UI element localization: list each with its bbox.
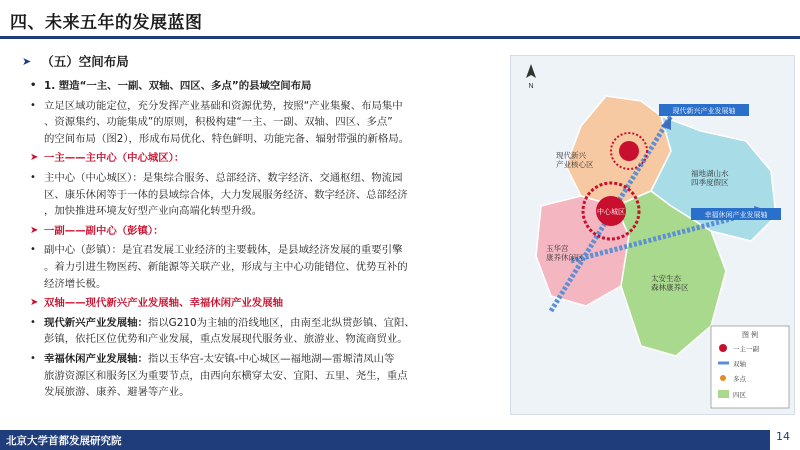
arrow-bullet-icon: ➤ — [22, 54, 32, 68]
arrow-bullet-icon: ➤ — [30, 224, 39, 236]
north-arrow-icon — [526, 64, 536, 78]
page-number: 14 — [776, 430, 790, 443]
legend-axis: 双轴 — [733, 361, 746, 368]
arrow-bullet-icon: ➤ — [30, 152, 39, 164]
bullet-dual-axis-heading: ➤ 双轴——现代新兴产业发展轴、幸福休闲产业发展轴 — [22, 295, 502, 312]
axis2-label: 幸福休闲产业发展轴 — [704, 212, 768, 219]
bullet-layout-desc-cont: 的空间布局（图2），形成布局优化、特色鲜明、功能完备、辐射带强的新格局。 — [44, 132, 410, 145]
bullet-main-center-cont: 区、康乐休闲等于一体的县域综合体，大力发展服务经济、数字经济、总部经济 — [44, 188, 408, 201]
bullet-main-center-desc: • 主中心（中心城区）：是集综合服务、总部经济、数字经济、交通枢纽、物流园 — [22, 170, 502, 187]
bullet-sub-center-cont: 经济增长极。 — [44, 277, 107, 290]
sub-center-dot — [619, 141, 639, 161]
bullet-sub-center-cont: 。着力引进生物医药、新能源等关联产业，形成与主中心功能错位、优势互补的 — [44, 260, 408, 273]
page-title: 四、未来五年的发展蓝图 — [10, 13, 203, 33]
bullet-main-center-cont: ，加快推进环境友好型产业向高端化转型升级。 — [44, 205, 263, 218]
zone-ne-label: 福地湖山水四季度假区 — [691, 169, 729, 187]
bullet-modern-axis-cont: 彭镇，依托区位优势和产业发展，重点发展现代服务业、旅游业、物流商贸业。 — [44, 333, 408, 346]
bullet-sub-center-heading: ➤ 一副——副中心（彭镇）： — [22, 223, 502, 240]
bullet-sub-center-desc: • 副中心（彭镇）：是宜君发展工业经济的主要载体，是县域经济发展的重要引擎 — [22, 242, 502, 259]
legend-points: 多点 — [733, 376, 746, 383]
spatial-layout-map — [510, 55, 795, 415]
legend-main: 一主一副 — [733, 346, 759, 353]
section-title: （五）空间布局 — [41, 54, 129, 69]
footer-bar — [0, 430, 800, 450]
bullet-icon: • — [30, 80, 37, 91]
title-underline — [0, 36, 800, 39]
bullet-icon: • — [30, 316, 36, 328]
bullet-icon: • — [30, 352, 36, 364]
north-label: N — [528, 83, 534, 90]
legend-title: 图 例 — [742, 332, 758, 339]
title-bar — [0, 0, 800, 40]
bullet-layout-desc-cont: 、资源集约、功能集成”的原则，积极构建“一主、一副、双轴、四区、多点” — [44, 116, 393, 129]
zone-se-label: 太安生态森林康养区 — [651, 274, 689, 292]
bullet-icon: • — [30, 99, 36, 111]
legend-zones: 四区 — [733, 392, 746, 399]
bullet-leisure-axis-cont: 旅游资源区和服务区为重要节点，由西向东横穿太安、宜阳、五里、尧生，重点 — [44, 369, 408, 382]
bullet-layout-title: • 1. 塑造“一主、一副、双轴、四区、多点”的县域空间布局 — [22, 78, 502, 95]
legend-point-icon — [720, 375, 726, 381]
section-heading — [22, 52, 502, 70]
footer-org: 北京大学首都发展研究院 — [6, 435, 122, 447]
bullet-modern-axis: • 现代新兴产业发展轴：指以G210为主轴的沿线地区，由南至北纵贯彭镇、宜阳、 — [22, 315, 502, 332]
legend-zone-icon — [718, 390, 729, 398]
bullet-leisure-axis-cont: 发展旅游、康养、避暑等产业。 — [44, 386, 190, 399]
text-content — [22, 52, 502, 401]
axis1-label: 现代新兴产业发展轴 — [672, 108, 736, 115]
legend-center-icon — [719, 344, 727, 352]
zone-sw-label: 玉华宫康养休闲区 — [546, 244, 584, 262]
main-center-label: 中心城区 — [597, 209, 625, 216]
bullet-leisure-axis: • 幸福休闲产业发展轴：指以玉华宫-太安镇-中心城区—福地湖—雷塬清凤山等 — [22, 351, 502, 368]
bullet-icon: • — [30, 171, 36, 183]
map-svg — [511, 56, 794, 414]
zone-nw-label: 现代新兴产业核心区 — [556, 151, 594, 169]
bullet-main-center-heading: ➤ 一主——主中心（中心城区）： — [22, 150, 502, 167]
bullet-icon: • — [30, 244, 36, 256]
arrow-bullet-icon: ➤ — [30, 297, 39, 309]
bullet-layout-desc: • 立足区域功能定位，充分发挥产业基础和资源优势，按照“产业集聚、布局集中 — [22, 98, 502, 115]
